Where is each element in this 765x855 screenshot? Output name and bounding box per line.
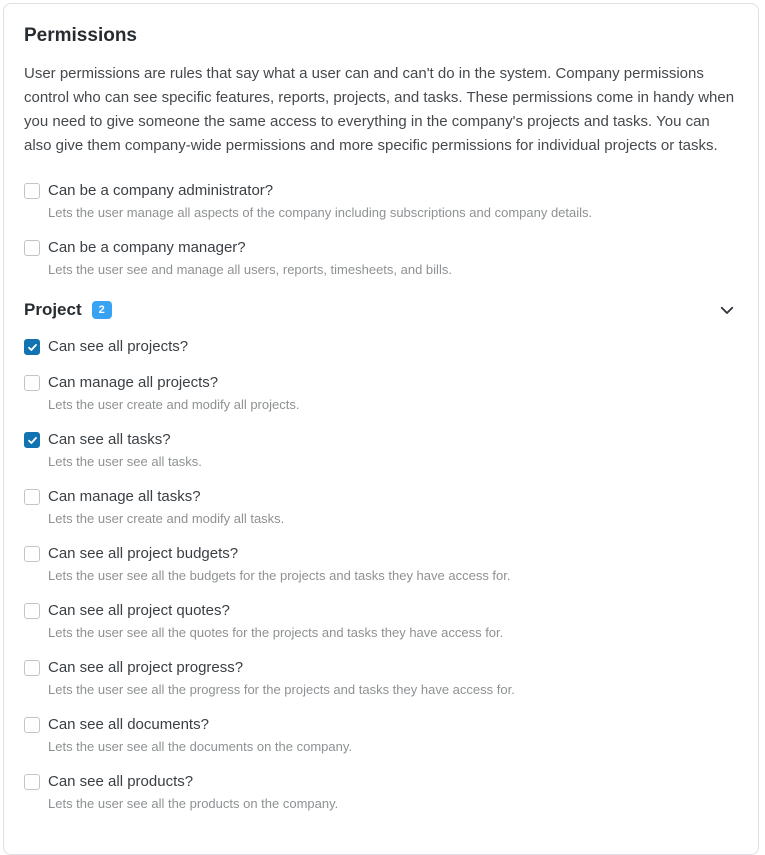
permission-description: Lets the user see all the quotes for the projects and tasks they have access for. bbox=[48, 625, 504, 640]
permission-label[interactable]: Can see all tasks? bbox=[48, 431, 171, 448]
intro-paragraph: User permissions are rules that say what a user can and can't do in the system. Company permissions control who can see specific features, reports, projects, and tasks. These permissions come in handy when you need to give someone the same access to everything in the company's projects and tasks. You can also give them company-wide permissions and more specific permissions for individual projects or tasks. bbox=[24, 65, 735, 154]
page-title: Permissions bbox=[24, 25, 137, 46]
permission-description: Lets the user see all tasks. bbox=[48, 454, 202, 469]
chevron-down-icon[interactable] bbox=[718, 301, 736, 319]
project-section-header[interactable] bbox=[24, 300, 738, 320]
count-badge: 2 bbox=[92, 301, 112, 319]
permission-item bbox=[24, 659, 738, 698]
permission-item bbox=[24, 374, 738, 413]
permission-checkbox[interactable] bbox=[24, 183, 40, 199]
permission-checkbox[interactable] bbox=[24, 774, 40, 790]
permission-label[interactable]: Can see all project quotes? bbox=[48, 602, 230, 619]
permission-label[interactable]: Can see all products? bbox=[48, 773, 194, 790]
checkmark-icon bbox=[27, 435, 38, 446]
permission-label[interactable]: Can be a company administrator? bbox=[48, 182, 274, 199]
permission-item bbox=[24, 488, 738, 527]
permission-label[interactable]: Can see all project progress? bbox=[48, 659, 244, 676]
permission-description: Lets the user create and modify all projects. bbox=[48, 397, 300, 412]
permission-checkbox[interactable] bbox=[24, 603, 40, 619]
permission-checkbox[interactable] bbox=[24, 375, 40, 391]
permission-description: Lets the user create and modify all tasks. bbox=[48, 511, 285, 526]
permission-description: Lets the user see all the products on the company. bbox=[48, 796, 339, 811]
permission-item bbox=[24, 239, 738, 278]
permission-item bbox=[24, 431, 738, 470]
permission-label[interactable]: Can manage all projects? bbox=[48, 374, 219, 391]
permission-checkbox[interactable] bbox=[24, 489, 40, 505]
project-permissions-list bbox=[24, 338, 738, 812]
permission-item bbox=[24, 338, 738, 356]
checkmark-icon bbox=[27, 342, 38, 353]
permission-description: Lets the user see and manage all users, reports, timesheets, and bills. bbox=[48, 262, 452, 277]
permission-item bbox=[24, 182, 738, 221]
permission-checkbox[interactable] bbox=[24, 717, 40, 733]
permission-item bbox=[24, 716, 738, 755]
company-permissions-list bbox=[24, 182, 738, 278]
permission-checkbox[interactable] bbox=[24, 432, 40, 448]
permission-item bbox=[24, 545, 738, 584]
permission-checkbox[interactable] bbox=[24, 240, 40, 256]
permission-item bbox=[24, 602, 738, 641]
permission-label[interactable]: Can see all project budgets? bbox=[48, 545, 239, 562]
permission-description: Lets the user see all the budgets for the projects and tasks they have access for. bbox=[48, 568, 511, 583]
permission-checkbox[interactable] bbox=[24, 660, 40, 676]
permission-label[interactable]: Can manage all tasks? bbox=[48, 488, 201, 505]
permission-description: Lets the user see all the documents on the company. bbox=[48, 739, 352, 754]
permission-checkbox[interactable] bbox=[24, 339, 40, 355]
permissions-card bbox=[3, 3, 759, 855]
permission-label[interactable]: Can see all documents? bbox=[48, 716, 209, 733]
permission-label[interactable]: Can see all projects? bbox=[48, 338, 189, 355]
permission-item bbox=[24, 773, 738, 812]
permission-checkbox[interactable] bbox=[24, 546, 40, 562]
project-section-title: Project bbox=[24, 300, 82, 319]
permission-description: Lets the user see all the progress for the projects and tasks they have access for. bbox=[48, 682, 515, 697]
permission-description: Lets the user manage all aspects of the company including subscriptions and company details. bbox=[48, 205, 593, 220]
permission-label[interactable]: Can be a company manager? bbox=[48, 239, 246, 256]
